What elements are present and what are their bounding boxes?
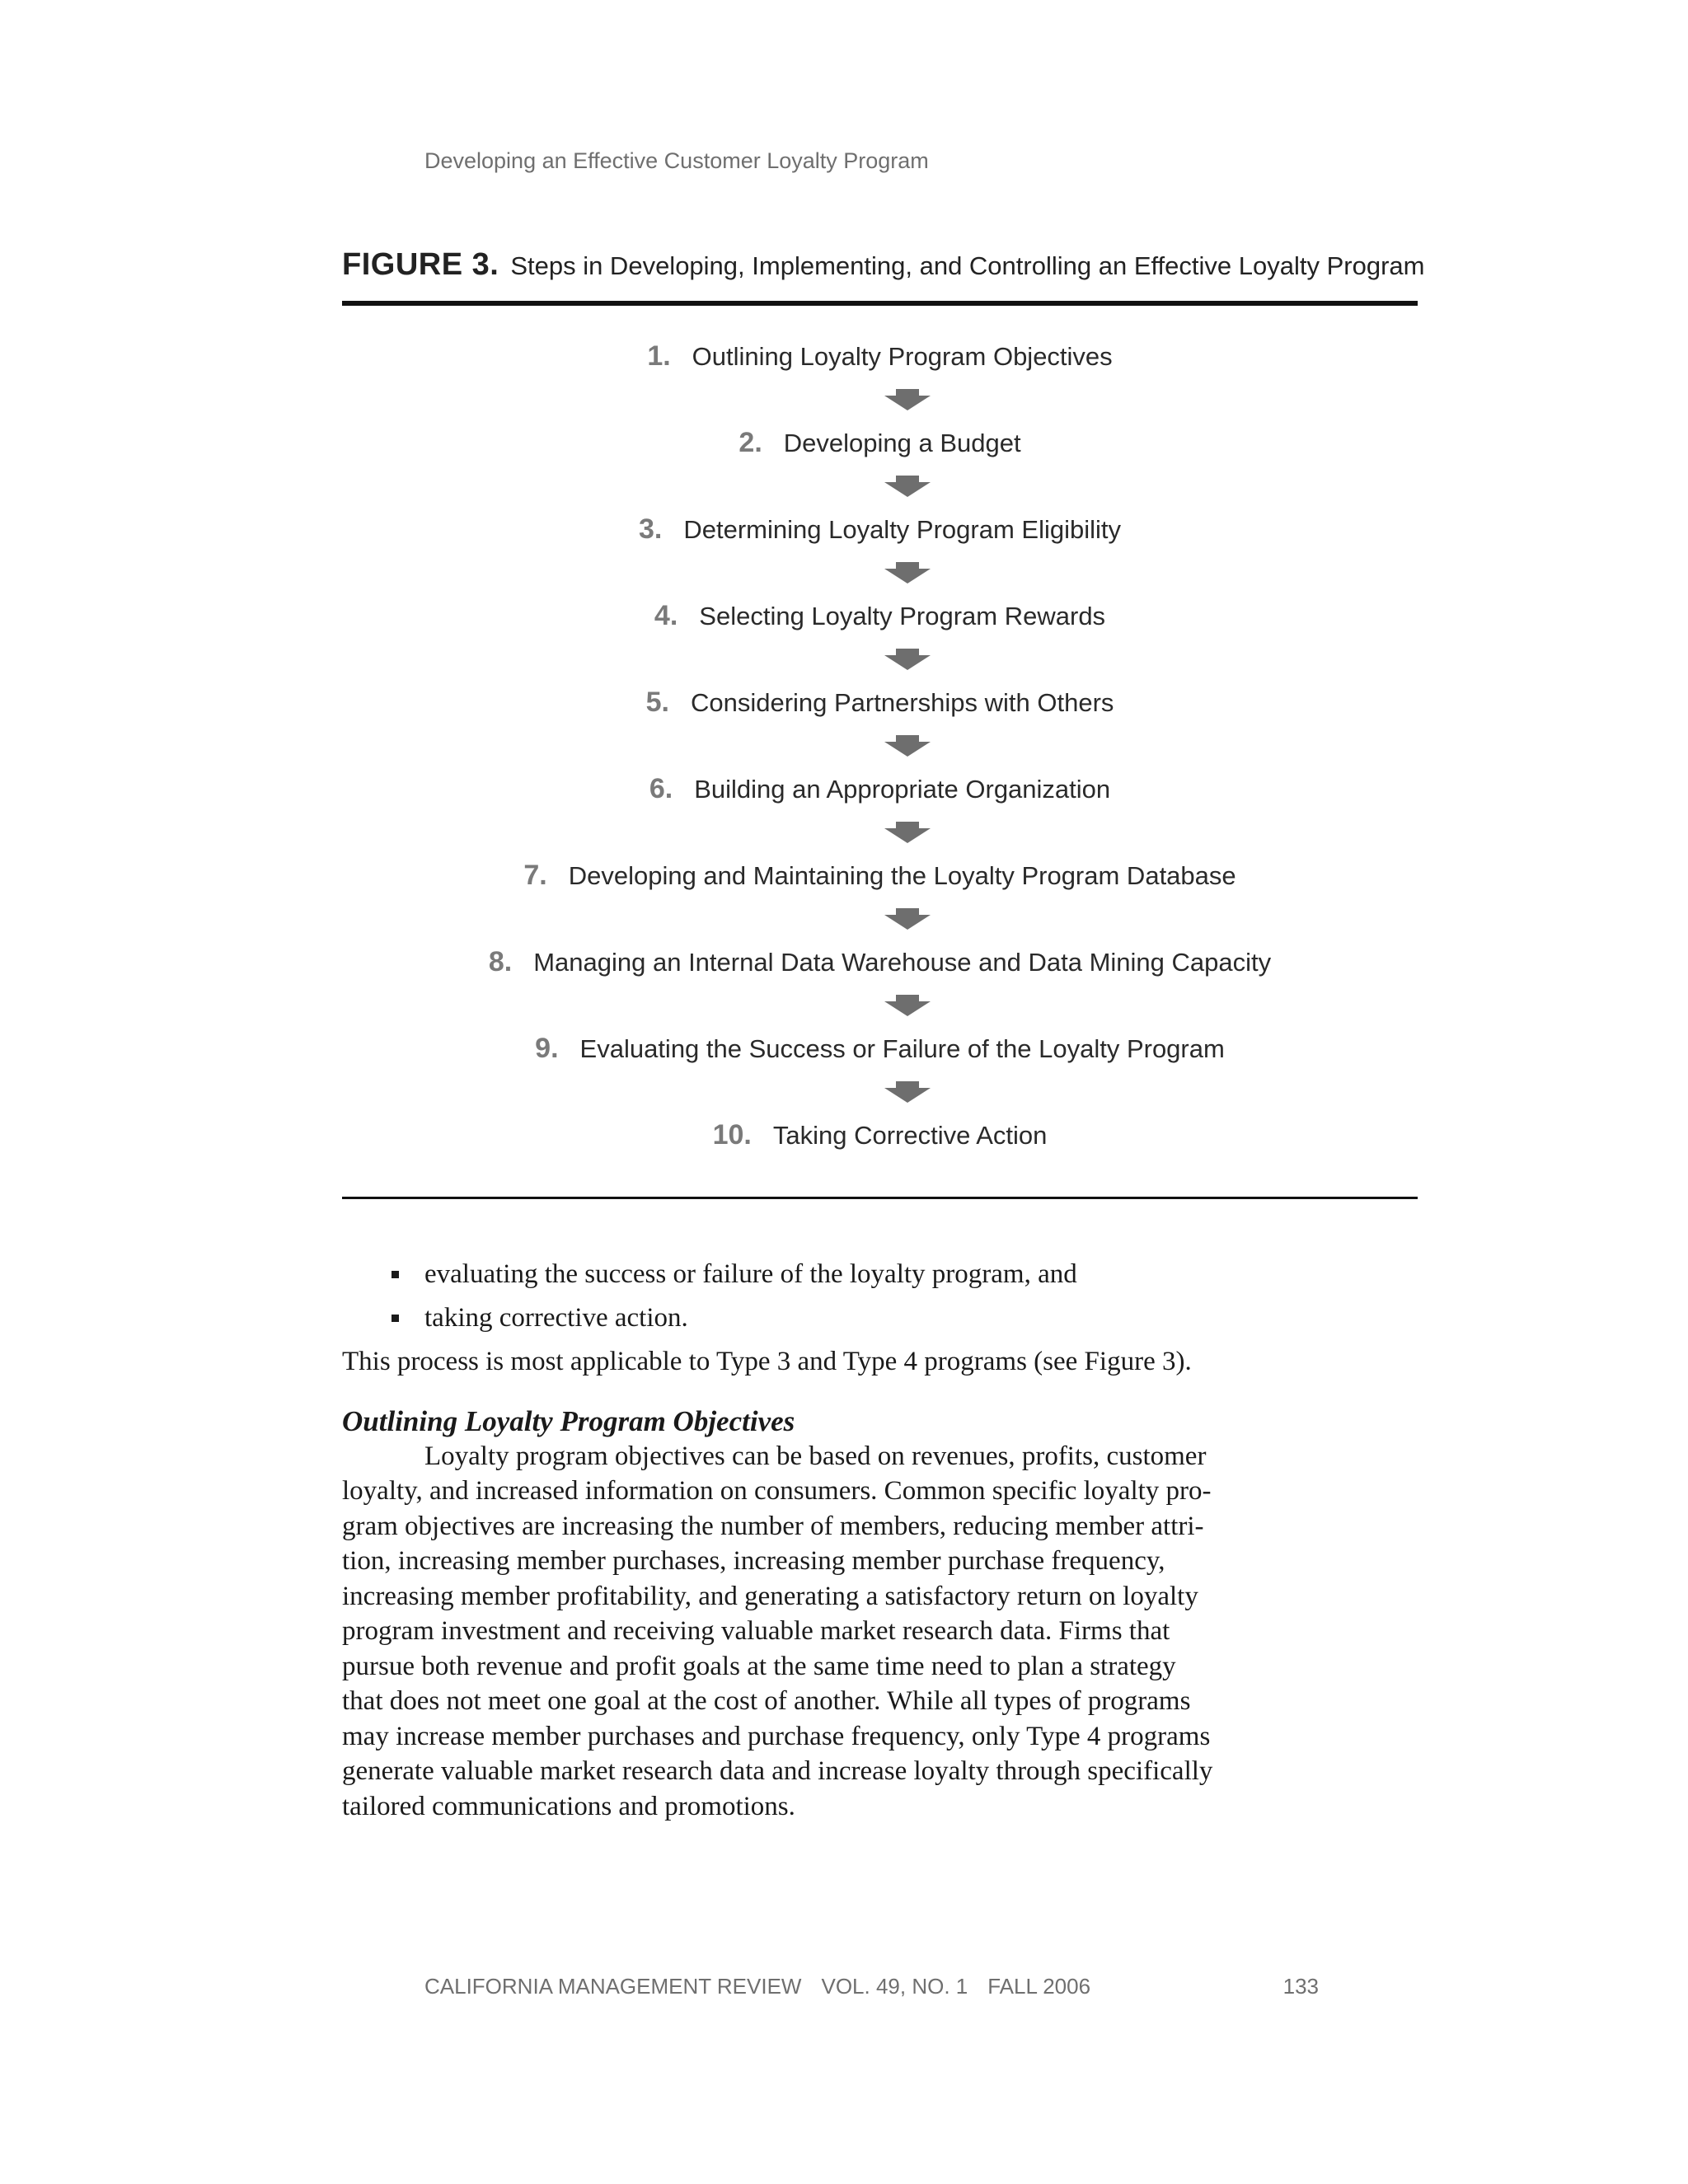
figure-caption <box>342 247 1424 283</box>
body-text <box>342 1257 1414 1824</box>
paragraph-line: tailored communications and promotions. <box>342 1791 795 1821</box>
step-label: Developing a Budget <box>783 428 1021 457</box>
step-number: 7. <box>523 860 547 891</box>
footer-volume: VOL. 49, NO. 1 <box>821 1974 968 1999</box>
bullet-text: taking corrective action. <box>424 1303 688 1333</box>
flow-step <box>342 766 1418 812</box>
bullet-icon <box>392 1315 399 1322</box>
step-number: 4. <box>654 600 678 631</box>
footer-journal: CALIFORNIA MANAGEMENT REVIEW <box>424 1974 802 1999</box>
step-number: 2. <box>738 427 762 458</box>
step-number: 10. <box>712 1119 752 1151</box>
step-label: Determining Loyalty Program Eligibility <box>683 514 1121 544</box>
step-number: 3. <box>638 513 663 545</box>
running-head: Developing an Effective Customer Loyalty Program <box>424 148 929 173</box>
flow-step <box>342 680 1418 725</box>
paragraph-line: pursue both revenue and profit goals at the same time need to plan a strategy <box>342 1651 1176 1681</box>
paragraph-line: tion, increasing member purchases, increasing member purchase frequency, <box>342 1546 1165 1576</box>
down-arrow-icon <box>342 466 1418 507</box>
process-sentence: This process is most applicable to Type 3 and Type 4 programs (see Figure 3). <box>342 1347 1192 1376</box>
paragraph-line: may increase member purchases and purchase frequency, only Type 4 programs <box>342 1721 1211 1751</box>
paragraph-line: loyalty, and increased information on consumers. Common specific loyalty pro- <box>342 1476 1212 1506</box>
flowchart <box>342 334 1418 1158</box>
body-paragraph <box>342 1439 1414 1825</box>
down-arrow-icon <box>342 898 1418 940</box>
down-arrow-icon <box>342 725 1418 766</box>
figure-top-rule <box>342 301 1418 306</box>
flow-step <box>342 853 1418 898</box>
paragraph-line: program investment and receiving valuable market research data. Firms that <box>342 1616 1170 1646</box>
bullet-text: evaluating the success or failure of the loyalty program, and <box>424 1259 1077 1289</box>
bullet-item <box>342 1301 1414 1344</box>
flow-step <box>342 1026 1418 1071</box>
step-label: Managing an Internal Data Warehouse and Data Mining Capacity <box>533 947 1272 977</box>
flow-step <box>342 940 1418 985</box>
bullet-list <box>342 1257 1414 1344</box>
figure-title: Steps in Developing, Implementing, and Controlling an Effective Loyalty Program <box>510 251 1425 280</box>
step-label: Selecting Loyalty Program Rewards <box>699 601 1106 630</box>
down-arrow-icon <box>342 1071 1418 1113</box>
down-arrow-icon <box>342 985 1418 1026</box>
down-arrow-icon <box>342 552 1418 593</box>
flow-step <box>342 507 1418 552</box>
paragraph-line: generate valuable market research data and increase loyalty through specifically <box>342 1756 1213 1786</box>
paragraph-line: increasing member profitability, and generating a satisfactory return on loyalty <box>342 1581 1198 1611</box>
step-number: 5. <box>645 687 669 718</box>
step-label: Developing and Maintaining the Loyalty Program Database <box>568 860 1236 890</box>
step-label: Taking Corrective Action <box>772 1120 1048 1150</box>
flow-step <box>342 1113 1418 1158</box>
flow-step <box>342 420 1418 466</box>
paragraph-line: that does not meet one goal at the cost of another. While all types of programs <box>342 1686 1191 1716</box>
footer-issue: FALL 2006 <box>987 1974 1091 1999</box>
step-label: Building an Appropriate Organization <box>694 774 1111 804</box>
section-heading: Outlining Loyalty Program Objectives <box>342 1404 795 1437</box>
figure-bottom-rule <box>342 1197 1418 1199</box>
paragraph-line: Loyalty program objectives can be based on revenues, profits, customer <box>424 1441 1207 1471</box>
step-number: 1. <box>647 340 671 372</box>
flow-step <box>342 593 1418 639</box>
down-arrow-icon <box>342 812 1418 853</box>
step-label: Evaluating the Success or Failure of the Loyalty Program <box>579 1033 1225 1063</box>
bullet-icon <box>392 1271 399 1278</box>
down-arrow-icon <box>342 379 1418 420</box>
footer-journal-info <box>424 1974 1110 1999</box>
flow-step <box>342 334 1418 379</box>
step-number: 8. <box>488 946 513 977</box>
down-arrow-icon <box>342 639 1418 680</box>
step-number: 9. <box>535 1033 559 1064</box>
bullet-item <box>342 1257 1414 1301</box>
paragraph-line: gram objectives are increasing the number of members, reducing member attri- <box>342 1511 1204 1541</box>
page-number: 133 <box>1282 1974 1319 1999</box>
step-number: 6. <box>649 773 673 804</box>
step-label: Considering Partnerships with Others <box>690 687 1114 717</box>
figure-label: FIGURE 3. <box>342 247 499 282</box>
step-label: Outlining Loyalty Program Objectives <box>692 341 1113 371</box>
page-footer <box>424 1974 1319 1999</box>
